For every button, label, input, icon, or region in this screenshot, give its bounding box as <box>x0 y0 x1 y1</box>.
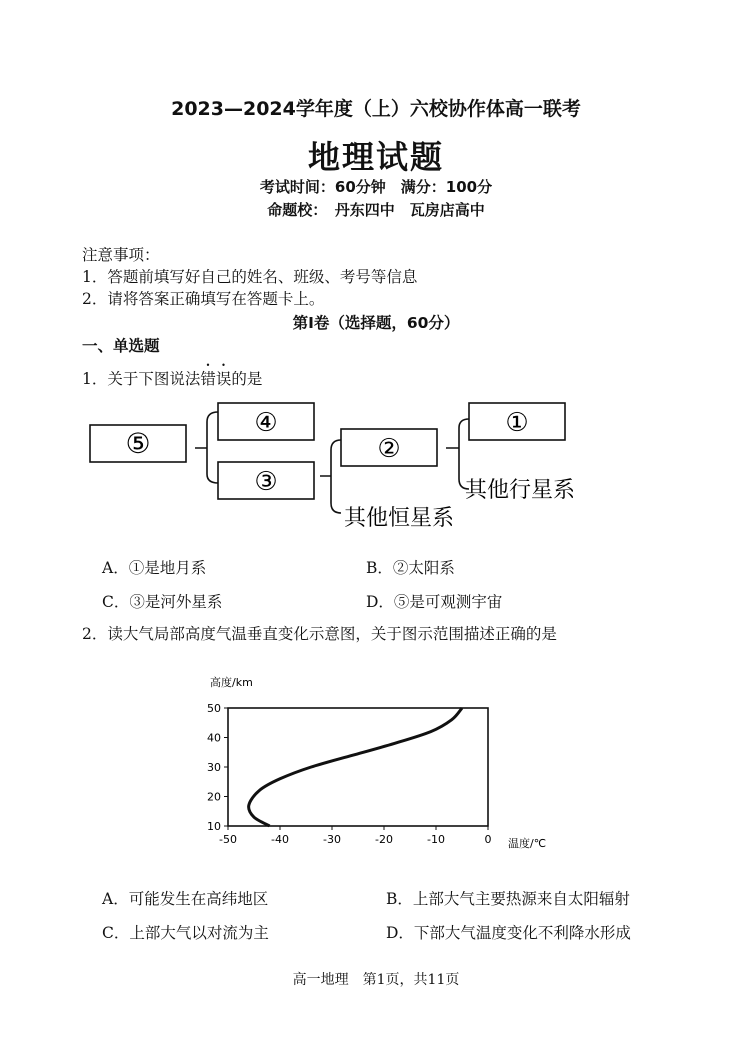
q1-stem-emphasis: 错误 <box>200 370 232 388</box>
q1-option-d[interactable]: D．⑤是可观测宇宙 <box>366 593 503 611</box>
page-footer: 高一地理 第1页，共11页 <box>292 972 460 988</box>
exam-schools: 命题校： 丹东四中 瓦房店高中 <box>267 201 485 219</box>
q1-option-b[interactable]: B．②太阳系 <box>366 559 455 577</box>
q1-stem-suffix: 的是 <box>231 370 263 388</box>
y-axis-label: 高度/km <box>210 676 253 689</box>
brace-3 <box>320 440 341 513</box>
q2-option-a[interactable]: A．可能发生在高纬地区 <box>102 890 269 908</box>
temperature-curve <box>249 708 462 826</box>
note-item-2: 2．请将答案正确填写在答题卡上。 <box>82 290 325 308</box>
x-axis-label: 温度/℃ <box>508 837 547 850</box>
y-tick-label: 30 <box>207 761 221 774</box>
x-tick-label: -10 <box>427 833 445 846</box>
q2-temperature-chart <box>190 668 570 858</box>
x-tick-label: -20 <box>375 833 393 846</box>
y-tick-label: 40 <box>207 731 221 745</box>
x-tick-label: 0 <box>484 833 492 846</box>
y-tick-label: 20 <box>207 790 221 804</box>
box-1-label: ① <box>505 408 529 438</box>
brace-5 <box>195 412 218 483</box>
page-title: 地理试题 <box>307 138 444 176</box>
box-4-label: ④ <box>254 408 278 438</box>
other-planets-label: 其他行星系 <box>465 478 576 503</box>
x-tick-label: -50 <box>219 833 237 846</box>
box-5-label: ⑤ <box>125 427 151 460</box>
note-item-1: 1．答题前填写好自己的姓名、班级、考号等信息 <box>82 268 418 286</box>
y-tick-label: 50 <box>207 702 221 715</box>
exam-info: 考试时间：60分钟 满分：100分 <box>259 178 493 196</box>
q1-stem-prefix: 1．关于下图说法 <box>82 370 201 388</box>
section-title: 第Ⅰ卷（选择题，60分） <box>292 314 460 332</box>
x-tick-label: -30 <box>323 833 341 846</box>
box-3-label: ③ <box>254 467 278 497</box>
x-tick-label: -40 <box>271 833 289 846</box>
box-2-label: ② <box>377 434 401 464</box>
y-tick-label: 10 <box>207 820 221 833</box>
part-title: 一、单选题 <box>82 337 160 355</box>
notes-heading: 注意事项： <box>82 246 160 264</box>
plot-frame <box>228 708 488 826</box>
exam-supertitle: 2023—2024学年度（上）六校协作体高一联考 <box>171 98 581 120</box>
q2-stem: 2．读大气局部高度气温垂直变化示意图，关于图示范围描述正确的是 <box>82 625 557 643</box>
other-stars-label: 其他恒星系 <box>344 506 455 531</box>
q2-option-c[interactable]: C．上部大气以对流为主 <box>102 924 269 942</box>
q2-option-d[interactable]: D．下部大气温度变化不利降水形成 <box>386 924 631 942</box>
q2-option-b[interactable]: B．上部大气主要热源来自太阳辐射 <box>386 890 630 908</box>
q1-option-a[interactable]: A．①是地月系 <box>102 559 207 577</box>
q1-option-c[interactable]: C．③是河外星系 <box>102 593 223 611</box>
